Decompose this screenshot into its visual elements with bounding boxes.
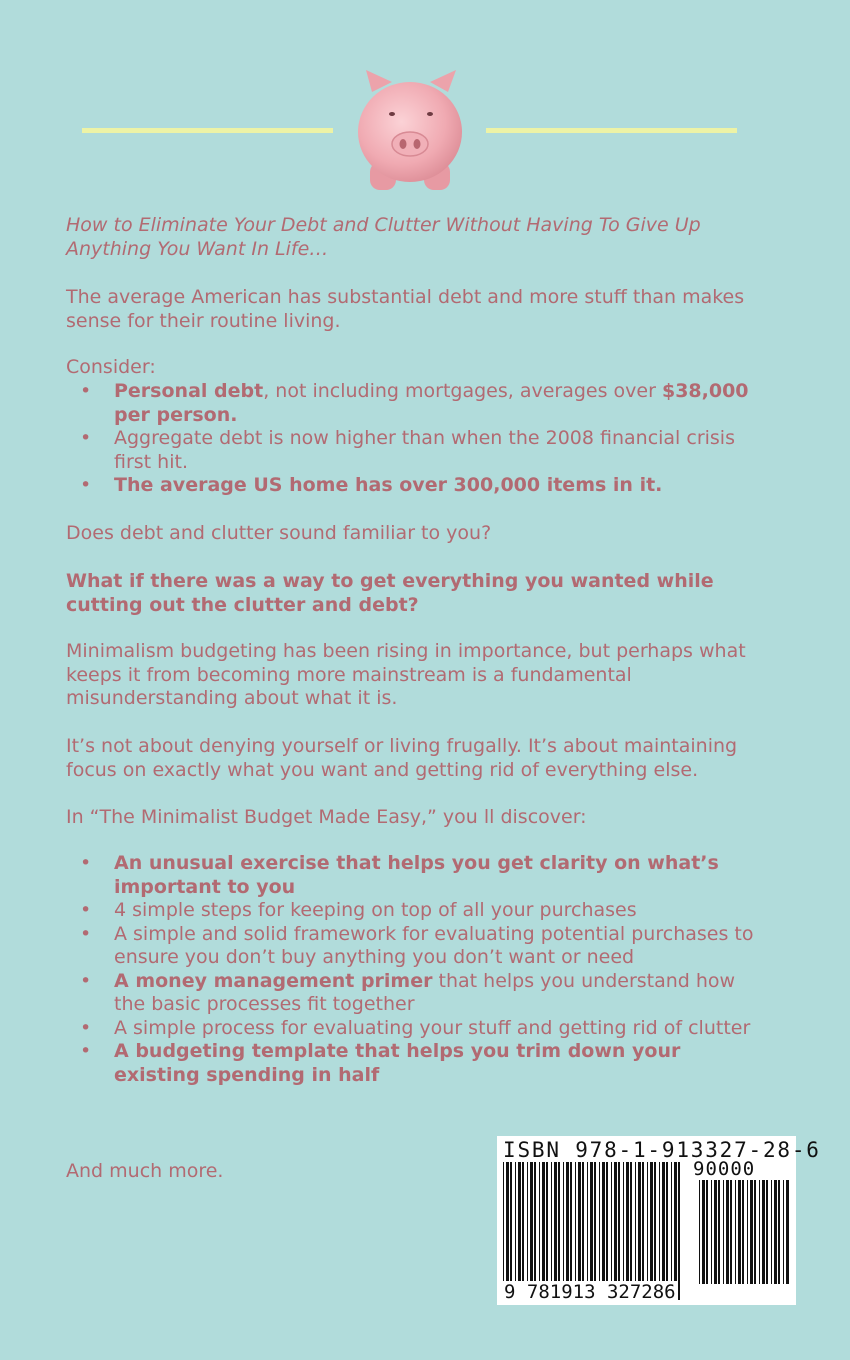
- tagline: How to Eliminate Your Debt and Clutter Without Having To Give Up Anything You Want In Life…: [66, 214, 701, 260]
- list-item: • A money management primer that helps you understand how the basic processes fit together: [80, 969, 736, 1015]
- barcode-bar: [626, 1162, 629, 1300]
- list-item: • The average US home has over 300,000 items in it.: [80, 474, 663, 496]
- barcode-bar: [783, 1180, 784, 1284]
- barcode-bar: [759, 1180, 760, 1284]
- list-item: • A budgeting template that helps you trim down your existing spending in half: [80, 1040, 681, 1086]
- list-item: • A simple and solid framework for evaluating potential purchases to ensure you don’t buy anything you don’t want or need: [80, 922, 754, 968]
- barcode-bar: [582, 1162, 584, 1300]
- barcode-bar: [702, 1180, 705, 1284]
- isbn-barcode: [497, 1136, 821, 1305]
- barcode-bar: [771, 1180, 772, 1284]
- barcode-bar: [638, 1162, 641, 1300]
- barcode-bar: [570, 1162, 572, 1300]
- barcode-bar: [678, 1162, 680, 1300]
- barcode-bar: [530, 1162, 533, 1300]
- barcode-bar: [723, 1180, 724, 1284]
- discover-intro: In “The Minimalist Budget Made Easy,” you ll discover:: [66, 806, 587, 828]
- barcode-bar: [786, 1180, 789, 1284]
- barcode-bar: [518, 1162, 521, 1300]
- consider-list: [66, 380, 766, 498]
- barcode-bar: [566, 1162, 569, 1300]
- barcode-bar: [534, 1162, 536, 1300]
- barcode-bar: [606, 1162, 608, 1300]
- intro-paragraph: The average American has substantial debt and more stuff than makes sense for their routine living.: [66, 286, 745, 332]
- barcode-bar: [614, 1162, 617, 1300]
- barcode-bar: [618, 1162, 620, 1300]
- list-item: • An unusual exercise that helps you get clarity on what’s important to you: [80, 852, 719, 898]
- barcode-bar: [726, 1180, 729, 1284]
- barcode-bar: [754, 1180, 756, 1284]
- piggy-bank-icon: [352, 68, 470, 194]
- barcode-bar: [503, 1162, 504, 1300]
- isbn-label: ISBN 978-1-913327-28-6: [503, 1138, 821, 1162]
- barcode-bar: [762, 1180, 765, 1284]
- barcode-bar: [642, 1162, 644, 1300]
- barcode-addon-number: 90000: [693, 1158, 756, 1180]
- barcode-bar: [738, 1180, 741, 1284]
- barcode-bar: [611, 1162, 612, 1300]
- barcode-bar: [747, 1180, 748, 1284]
- barcode-bar: [510, 1162, 512, 1300]
- barcode-bar: [623, 1162, 624, 1300]
- discover-list: [66, 852, 766, 1087]
- barcode-bar: [527, 1162, 528, 1300]
- barcode-bar: [575, 1162, 576, 1300]
- barcode-bar: [778, 1180, 780, 1284]
- question-paragraph: Does debt and clutter sound familiar to you?: [66, 522, 492, 544]
- barcode-bar: [766, 1180, 768, 1284]
- list-item: • A simple process for evaluating your stuff and getting rid of clutter: [80, 1016, 751, 1039]
- barcode-bar: [662, 1162, 665, 1300]
- closing-line: And much more.: [66, 1160, 224, 1182]
- barcode-bar: [718, 1180, 720, 1284]
- list-item: • 4 simple steps for keeping on top of all your purchases: [80, 899, 637, 921]
- barcode-bar: [578, 1162, 581, 1300]
- barcode-bar: [563, 1162, 564, 1300]
- barcode-bar: [546, 1162, 548, 1300]
- consider-label: Consider:: [66, 356, 156, 378]
- rule-left: [82, 128, 333, 133]
- barcode-bar: [750, 1180, 753, 1284]
- barcode-bar: [730, 1180, 732, 1284]
- barcode-bar: [539, 1162, 540, 1300]
- barcode-bar: [711, 1180, 712, 1284]
- rule-right: [486, 128, 737, 133]
- barcode-bar: [522, 1162, 524, 1300]
- not-about-paragraph: It’s not about denying yourself or living frugally. It’s about maintaining focus on exactly what you want and getting rid of everything else.: [66, 735, 738, 781]
- barcode-bar: [630, 1162, 632, 1300]
- barcode-bar: [515, 1162, 516, 1300]
- barcode-bar: [666, 1162, 668, 1300]
- barcode-bar: [599, 1162, 600, 1300]
- barcode-bar: [671, 1162, 672, 1300]
- what-if-paragraph: What if there was a way to get everything you wanted while cutting out the clutter and debt?: [66, 570, 714, 616]
- barcode-bar: [590, 1162, 593, 1300]
- barcode-bar: [635, 1162, 636, 1300]
- barcode-bar: [706, 1180, 708, 1284]
- barcode-ean-number: 9 781913 327286: [504, 1281, 676, 1303]
- barcode-bar: [554, 1162, 557, 1300]
- minimalism-paragraph: Minimalism budgeting has been rising in importance, but perhaps what keeps it from becoming more mainstream is a fundamental misunderstanding about what it is.: [66, 640, 746, 709]
- barcode-bar: [594, 1162, 596, 1300]
- barcode-bar: [542, 1162, 545, 1300]
- barcode-bar: [699, 1180, 700, 1284]
- list-item: • Aggregate debt is now higher than when the 2008 financial crisis first hit.: [80, 427, 735, 473]
- barcode-bar: [602, 1162, 605, 1300]
- barcode-bar: [587, 1162, 588, 1300]
- barcode-bar: [650, 1162, 653, 1300]
- barcode-bar: [735, 1180, 736, 1284]
- list-item: • Personal debt, not including mortgages, averages over $38,000 per person.: [80, 380, 749, 426]
- barcode-bar: [647, 1162, 648, 1300]
- barcode-bars: [497, 1136, 796, 1305]
- barcode-bar: [654, 1162, 656, 1300]
- barcode-bar: [742, 1180, 744, 1284]
- barcode-bar: [506, 1162, 509, 1300]
- barcode-bar: [774, 1180, 777, 1284]
- barcode-bar: [714, 1180, 717, 1284]
- barcode-bar: [659, 1162, 660, 1300]
- barcode-bar: [674, 1162, 677, 1300]
- barcode-bar: [551, 1162, 552, 1300]
- barcode-bar: [558, 1162, 560, 1300]
